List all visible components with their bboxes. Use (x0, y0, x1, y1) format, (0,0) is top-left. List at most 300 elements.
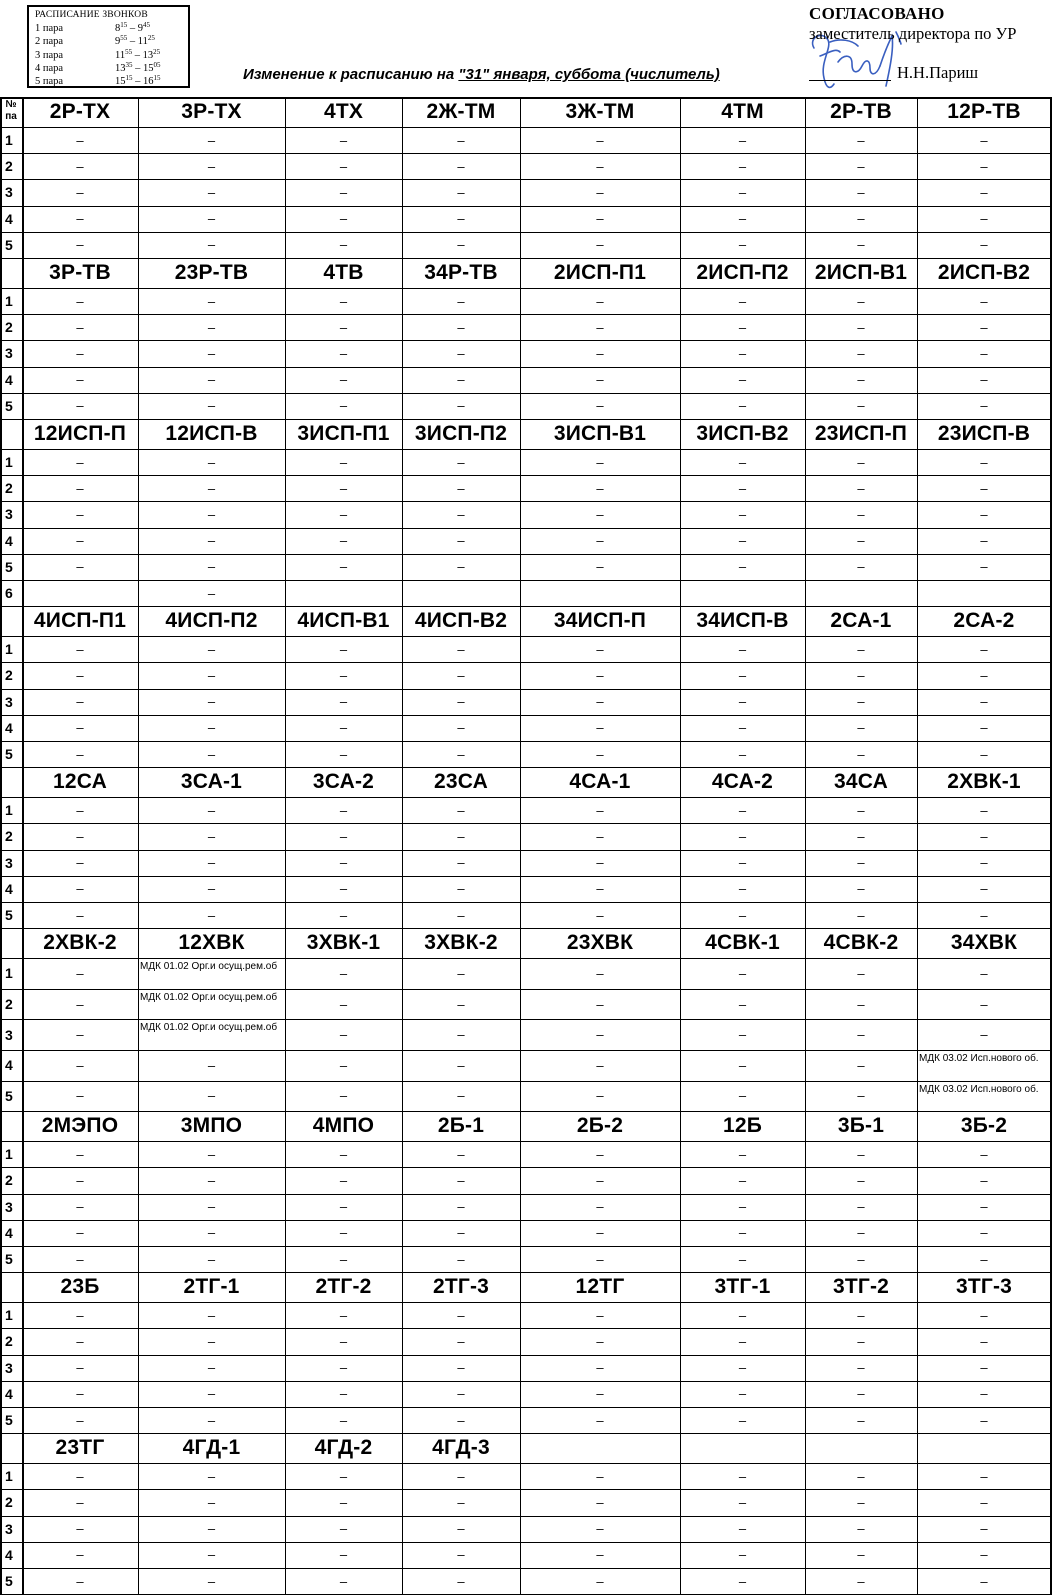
bell-minutes: 15 (153, 74, 161, 83)
lesson-note: МДК 01.02 Орг.и осущ.рем.об (140, 961, 278, 973)
empty-lesson-dash: – (339, 184, 348, 200)
empty-lesson-dash: – (980, 237, 988, 253)
empty-lesson-dash: – (76, 559, 84, 575)
empty-lesson-dash: – (457, 1027, 465, 1043)
empty-lesson-dash: – (857, 158, 865, 174)
group-header: 2Б-1 (437, 1114, 485, 1138)
empty-lesson-dash: – (76, 1333, 84, 1349)
empty-lesson-dash: – (339, 211, 348, 227)
empty-lesson-dash: – (596, 480, 604, 496)
empty-lesson-dash: – (980, 372, 988, 388)
lesson-note: МДК 01.02 Орг.и осущ.рем.об (140, 1022, 278, 1034)
empty-lesson-dash: – (457, 132, 465, 148)
empty-lesson-dash: – (207, 1360, 216, 1376)
grid-row-line (0, 636, 1052, 637)
empty-lesson-dash: – (76, 454, 84, 470)
empty-lesson-dash: – (738, 398, 747, 414)
grid-row-line (0, 1050, 1052, 1051)
empty-lesson-dash: – (596, 1360, 604, 1376)
grid-row-line (0, 958, 1052, 959)
bell-pair-label: 3 пара (35, 49, 64, 61)
empty-lesson-dash: – (596, 454, 604, 470)
empty-lesson-dash: – (339, 1251, 348, 1267)
empty-lesson-dash: – (207, 1521, 216, 1537)
empty-lesson-dash: – (857, 1468, 865, 1484)
empty-lesson-dash: – (457, 1088, 465, 1104)
empty-lesson-dash: – (76, 237, 84, 253)
empty-lesson-dash: – (76, 802, 84, 818)
empty-lesson-dash: – (980, 1468, 988, 1484)
empty-lesson-dash: – (76, 1360, 84, 1376)
empty-lesson-dash: – (207, 855, 216, 871)
empty-lesson-dash: – (76, 828, 84, 844)
bell-minutes: 25 (147, 34, 155, 43)
empty-lesson-dash: – (980, 1251, 988, 1267)
empty-lesson-dash: – (457, 293, 465, 309)
grid-row-line (0, 1220, 1052, 1221)
period-number: 2 (5, 667, 13, 684)
empty-lesson-dash: – (207, 1547, 216, 1563)
group-header: 23Б (60, 1275, 100, 1299)
empty-lesson-dash: – (596, 1573, 604, 1589)
empty-lesson-dash: – (857, 1251, 865, 1267)
period-number: 2 (5, 480, 13, 497)
grid-row-line (0, 1407, 1052, 1408)
empty-lesson-dash: – (857, 398, 865, 414)
group-header: 34ИСП-П (553, 609, 647, 633)
period-number: 4 (5, 371, 13, 388)
group-header (520, 1433, 680, 1463)
empty-lesson-dash: – (596, 1172, 604, 1188)
empty-lesson-dash: – (339, 881, 348, 897)
bell-row (35, 62, 184, 75)
grid-column-line (402, 97, 403, 1594)
bell-schedule-rows (35, 22, 184, 88)
empty-lesson-dash: – (738, 559, 747, 575)
empty-lesson-dash: – (457, 158, 465, 174)
empty-lesson-dash: – (339, 1146, 348, 1162)
empty-lesson-dash: – (76, 533, 84, 549)
grid-column-line (680, 97, 681, 1594)
grid-row-line (0, 876, 1052, 877)
grid-row-line (0, 1433, 1052, 1434)
empty-lesson-dash: – (76, 1088, 84, 1104)
empty-lesson-dash: – (457, 1172, 465, 1188)
empty-lesson-dash: – (207, 293, 216, 309)
bell-hours: 15 (143, 62, 154, 74)
group-header: 3ТГ-3 (955, 1275, 1013, 1299)
empty-lesson-dash: – (980, 855, 988, 871)
empty-lesson-dash: – (857, 720, 865, 736)
period-number: 2 (5, 1494, 13, 1511)
period-number: 5 (5, 558, 13, 575)
period-number: 1 (5, 641, 13, 658)
empty-lesson-dash: – (339, 480, 348, 496)
group-header: 3СА-2 (312, 770, 375, 794)
empty-lesson-dash: – (596, 1251, 604, 1267)
grid-row-line (0, 1272, 1052, 1273)
group-header: 34ИСП-В (696, 609, 789, 633)
empty-lesson-dash: – (207, 1088, 216, 1104)
empty-lesson-dash: – (207, 720, 216, 736)
bell-time: $15^{15} - 16^{15}$ (115, 74, 161, 88)
empty-lesson-dash: – (339, 132, 348, 148)
empty-lesson-dash: – (207, 1251, 216, 1267)
empty-lesson-dash: – (980, 1547, 988, 1563)
empty-lesson-dash: – (207, 1412, 216, 1428)
empty-lesson-dash: – (339, 855, 348, 871)
empty-lesson-dash: – (596, 1057, 604, 1073)
approver-name: Н.Н.Париш (897, 63, 979, 82)
empty-lesson-dash: – (76, 1057, 84, 1073)
group-header: 12ИСП-В (165, 422, 258, 445)
empty-lesson-dash: – (76, 1251, 84, 1267)
empty-lesson-dash: – (339, 1573, 348, 1589)
empty-lesson-dash: – (980, 398, 988, 414)
empty-lesson-dash: – (738, 641, 747, 657)
empty-lesson-dash: – (596, 802, 604, 818)
empty-lesson-dash: – (596, 855, 604, 871)
empty-lesson-dash: – (980, 559, 988, 575)
empty-lesson-dash: – (339, 345, 348, 361)
empty-lesson-dash: – (457, 237, 465, 253)
empty-lesson-dash: – (339, 746, 348, 762)
group-header: 3ИСП-В1 (553, 422, 647, 445)
bell-time: $11^{55} - 13^{25}$ (115, 47, 161, 61)
empty-lesson-dash: – (980, 1146, 988, 1162)
empty-lesson-dash: – (857, 1057, 865, 1073)
bell-minutes: 55 (120, 34, 128, 43)
empty-lesson-dash: – (596, 1521, 604, 1537)
empty-lesson-dash: – (857, 237, 865, 253)
empty-lesson-dash: – (857, 1172, 865, 1188)
empty-lesson-dash: – (207, 559, 216, 575)
empty-lesson-dash: – (207, 1494, 216, 1510)
empty-lesson-dash: – (457, 1573, 465, 1589)
empty-lesson-dash: – (596, 720, 604, 736)
empty-lesson-dash: – (457, 746, 465, 762)
empty-lesson-dash: – (339, 694, 348, 710)
empty-lesson-dash: – (339, 1360, 348, 1376)
empty-lesson-dash: – (980, 1027, 988, 1043)
empty-lesson-dash: – (980, 1412, 988, 1428)
grid-row-line (0, 606, 1052, 607)
empty-lesson-dash: – (76, 1027, 84, 1043)
empty-lesson-dash: – (207, 372, 216, 388)
empty-lesson-dash: – (457, 802, 465, 818)
group-header: 4СВК-1 (705, 931, 780, 955)
grid-row-line (0, 580, 1052, 581)
empty-lesson-dash: – (339, 965, 348, 981)
empty-lesson-dash: – (857, 1573, 865, 1589)
empty-lesson-dash: – (207, 184, 216, 200)
empty-lesson-dash: – (339, 398, 348, 414)
empty-lesson-dash: – (738, 746, 747, 762)
empty-lesson-dash: – (76, 881, 84, 897)
empty-lesson-dash: – (857, 1027, 865, 1043)
empty-lesson-dash: – (596, 746, 604, 762)
group-header (805, 1433, 917, 1463)
period-number: 1 (5, 1468, 13, 1485)
bell-minutes: 25 (153, 47, 161, 56)
empty-lesson-dash: – (980, 1172, 988, 1188)
period-number: 1 (5, 965, 13, 982)
bell-hours: 16 (143, 76, 154, 88)
grid-row-line (0, 419, 1052, 420)
empty-lesson-dash: – (457, 907, 465, 923)
empty-lesson-dash: – (207, 158, 216, 174)
group-header: 2ТГ-3 (432, 1275, 490, 1299)
empty-lesson-dash: – (457, 398, 465, 414)
empty-lesson-dash: – (738, 965, 747, 981)
grid-row-line (0, 153, 1052, 154)
empty-lesson-dash: – (738, 1573, 747, 1589)
lesson-note: МДК 03.02 Исп.нового об. (919, 1083, 1039, 1095)
empty-lesson-dash: – (457, 1521, 465, 1537)
empty-lesson-dash: – (596, 694, 604, 710)
empty-lesson-dash: – (339, 1494, 348, 1510)
grid-row-line (0, 715, 1052, 716)
bell-pair-label: 2 пара (35, 36, 64, 48)
group-header: 23ТГ (55, 1436, 105, 1460)
empty-lesson-dash: – (76, 1307, 84, 1323)
group-header: 4ИСП-П1 (33, 609, 127, 633)
grid-row-line (0, 902, 1052, 903)
empty-lesson-dash: – (207, 641, 216, 657)
empty-lesson-dash: – (596, 1088, 604, 1104)
empty-lesson-dash: – (857, 345, 865, 361)
schedule-table (0, 97, 1052, 1590)
grid-row-line (0, 741, 1052, 742)
empty-lesson-dash: – (857, 855, 865, 871)
period-number: 1 (5, 293, 13, 310)
bell-hours: 11 (115, 49, 126, 61)
grid-row-line (0, 232, 1052, 233)
empty-lesson-dash: – (457, 559, 465, 575)
empty-lesson-dash: – (339, 1225, 348, 1241)
grid-row-line (0, 797, 1052, 798)
empty-lesson-dash: – (596, 506, 604, 522)
grid-row-line (0, 689, 1052, 690)
empty-lesson-dash: – (857, 184, 865, 200)
empty-lesson-dash: – (596, 345, 604, 361)
empty-lesson-dash: – (980, 158, 988, 174)
group-header: 3ТГ-2 (832, 1275, 890, 1299)
period-number: 4 (5, 1385, 13, 1402)
empty-lesson-dash: – (738, 1360, 747, 1376)
period-number: 3 (5, 1359, 13, 1376)
empty-lesson-dash: – (339, 319, 348, 335)
empty-lesson-dash: – (738, 881, 747, 897)
empty-lesson-dash: – (857, 1412, 865, 1428)
empty-lesson-dash: – (857, 881, 865, 897)
bell-hours: 13 (142, 49, 154, 61)
empty-lesson-dash: – (76, 694, 84, 710)
empty-lesson-dash: – (457, 533, 465, 549)
empty-lesson-dash: – (980, 319, 988, 335)
group-header: 2ИСП-В1 (814, 261, 908, 284)
period-number: 1 (5, 1146, 13, 1163)
empty-lesson-dash: – (738, 1307, 747, 1323)
empty-lesson-dash: – (596, 907, 604, 923)
empty-lesson-dash: – (76, 1146, 84, 1162)
empty-lesson-dash: – (738, 319, 747, 335)
empty-lesson-dash: – (207, 802, 216, 818)
grid-row-line (0, 314, 1052, 315)
group-header (680, 1433, 805, 1463)
group-header: 3ХВК-1 (306, 931, 381, 955)
empty-lesson-dash: – (207, 694, 216, 710)
grid-column-line (0, 97, 2, 1594)
approval-heading: СОГЛАСОВАНО (809, 4, 945, 23)
empty-lesson-dash: – (738, 293, 747, 309)
period-number: 5 (5, 1573, 13, 1590)
empty-lesson-dash: – (596, 158, 604, 174)
empty-lesson-dash: – (980, 345, 988, 361)
empty-lesson-dash: – (596, 1494, 604, 1510)
title-prefix: Изменение к расписанию на (243, 66, 455, 83)
grid-row-line (0, 1381, 1052, 1382)
empty-lesson-dash: – (596, 881, 604, 897)
empty-lesson-dash: – (76, 293, 84, 309)
empty-lesson-dash: – (980, 1360, 988, 1376)
empty-lesson-dash: – (738, 667, 747, 683)
empty-lesson-dash: – (738, 720, 747, 736)
empty-lesson-dash: – (596, 559, 604, 575)
empty-lesson-dash: – (738, 1251, 747, 1267)
group-header: 3Р-ТВ (49, 261, 111, 284)
empty-lesson-dash: – (857, 746, 865, 762)
group-header: 3Ж-ТМ (565, 100, 635, 123)
bell-hours: 9 (137, 23, 143, 35)
empty-lesson-dash: – (457, 881, 465, 897)
bell-hours: 13 (115, 62, 126, 74)
group-header: 3ИСП-П2 (414, 422, 508, 445)
grid-row-line (0, 127, 1052, 128)
empty-lesson-dash: – (857, 996, 865, 1012)
empty-lesson-dash: – (980, 996, 988, 1012)
empty-lesson-dash: – (738, 1225, 747, 1241)
empty-lesson-dash: – (980, 1521, 988, 1537)
empty-lesson-dash: – (339, 1468, 348, 1484)
period-number: 2 (5, 1172, 13, 1189)
grid-row-line (0, 1302, 1052, 1303)
empty-lesson-dash: – (738, 132, 747, 148)
bell-hours: 8 (115, 23, 121, 35)
empty-lesson-dash: – (207, 907, 216, 923)
empty-lesson-dash: – (857, 559, 865, 575)
group-header: 3МПО (180, 1114, 243, 1138)
period-number: 2 (5, 996, 13, 1013)
empty-lesson-dash: – (980, 641, 988, 657)
group-header: 2СА-1 (830, 609, 892, 633)
empty-lesson-dash: – (457, 828, 465, 844)
empty-lesson-dash: – (738, 855, 747, 871)
empty-lesson-dash: – (457, 1360, 465, 1376)
empty-lesson-dash: – (980, 746, 988, 762)
empty-lesson-dash: – (857, 293, 865, 309)
period-number: 4 (5, 1546, 13, 1563)
grid-row-line (0, 258, 1052, 259)
empty-lesson-dash: – (76, 1547, 84, 1563)
period-number: 5 (5, 397, 13, 414)
empty-lesson-dash: – (339, 996, 348, 1012)
empty-lesson-dash: – (207, 345, 216, 361)
empty-lesson-dash: – (76, 506, 84, 522)
grid-row-line (0, 1355, 1052, 1356)
empty-lesson-dash: – (738, 1494, 747, 1510)
empty-lesson-dash: – (457, 319, 465, 335)
empty-lesson-dash: – (207, 237, 216, 253)
empty-lesson-dash: – (76, 996, 84, 1012)
empty-lesson-dash: – (207, 480, 216, 496)
empty-lesson-dash: – (738, 372, 747, 388)
empty-lesson-dash: – (339, 1386, 348, 1402)
bell-minutes: 35 (125, 60, 133, 69)
empty-lesson-dash: – (857, 694, 865, 710)
empty-lesson-dash: – (596, 184, 604, 200)
empty-lesson-dash: – (857, 506, 865, 522)
empty-lesson-dash: – (339, 828, 348, 844)
group-header: 3Р-ТХ (181, 100, 242, 123)
approval-block (809, 3, 1052, 82)
page-title (243, 66, 803, 83)
grid-row-line (0, 989, 1052, 990)
empty-lesson-dash: – (596, 1386, 604, 1402)
empty-lesson-dash: – (76, 345, 84, 361)
period-number: 3 (5, 1026, 13, 1043)
empty-lesson-dash: – (857, 1494, 865, 1510)
empty-lesson-dash: – (980, 828, 988, 844)
empty-lesson-dash: – (857, 132, 865, 148)
group-header: 2ИСП-В2 (937, 261, 1031, 284)
grid-row-line (0, 1516, 1052, 1517)
empty-lesson-dash: – (76, 720, 84, 736)
empty-lesson-dash: – (738, 480, 747, 496)
empty-lesson-dash: – (596, 398, 604, 414)
period-number: 4 (5, 719, 13, 736)
period-number: 5 (5, 1087, 13, 1104)
empty-lesson-dash: – (457, 667, 465, 683)
period-number: 2 (5, 1333, 13, 1350)
grid-row-line (0, 206, 1052, 207)
grid-row-line (0, 554, 1052, 555)
empty-lesson-dash: – (596, 1199, 604, 1215)
grid-row-line (0, 449, 1052, 450)
empty-lesson-dash: – (596, 1412, 604, 1428)
bell-pair-label: 4 пара (35, 62, 64, 74)
period-number: 2 (5, 158, 13, 175)
group-header: 2МЭПО (41, 1114, 119, 1138)
empty-lesson-dash: – (457, 1307, 465, 1323)
empty-lesson-dash: – (596, 533, 604, 549)
period-number: 3 (5, 506, 13, 523)
bell-time: $13^{35} - 15^{05}$ (115, 60, 161, 74)
group-header: 2ИСП-П1 (553, 261, 647, 284)
empty-lesson-dash: – (857, 211, 865, 227)
empty-lesson-dash: – (596, 667, 604, 683)
grid-row-line (0, 1328, 1052, 1329)
empty-lesson-dash: – (207, 667, 216, 683)
bell-minutes: 05 (153, 60, 161, 69)
bell-row (35, 75, 184, 88)
bell-schedule-title: РАСПИСАНИЕ ЗВОНКОВ (35, 10, 148, 20)
grid-row-line (0, 1568, 1052, 1569)
empty-lesson-dash: – (857, 1547, 865, 1563)
empty-lesson-dash: – (857, 1521, 865, 1537)
empty-lesson-dash: – (76, 1386, 84, 1402)
empty-lesson-dash: – (76, 641, 84, 657)
